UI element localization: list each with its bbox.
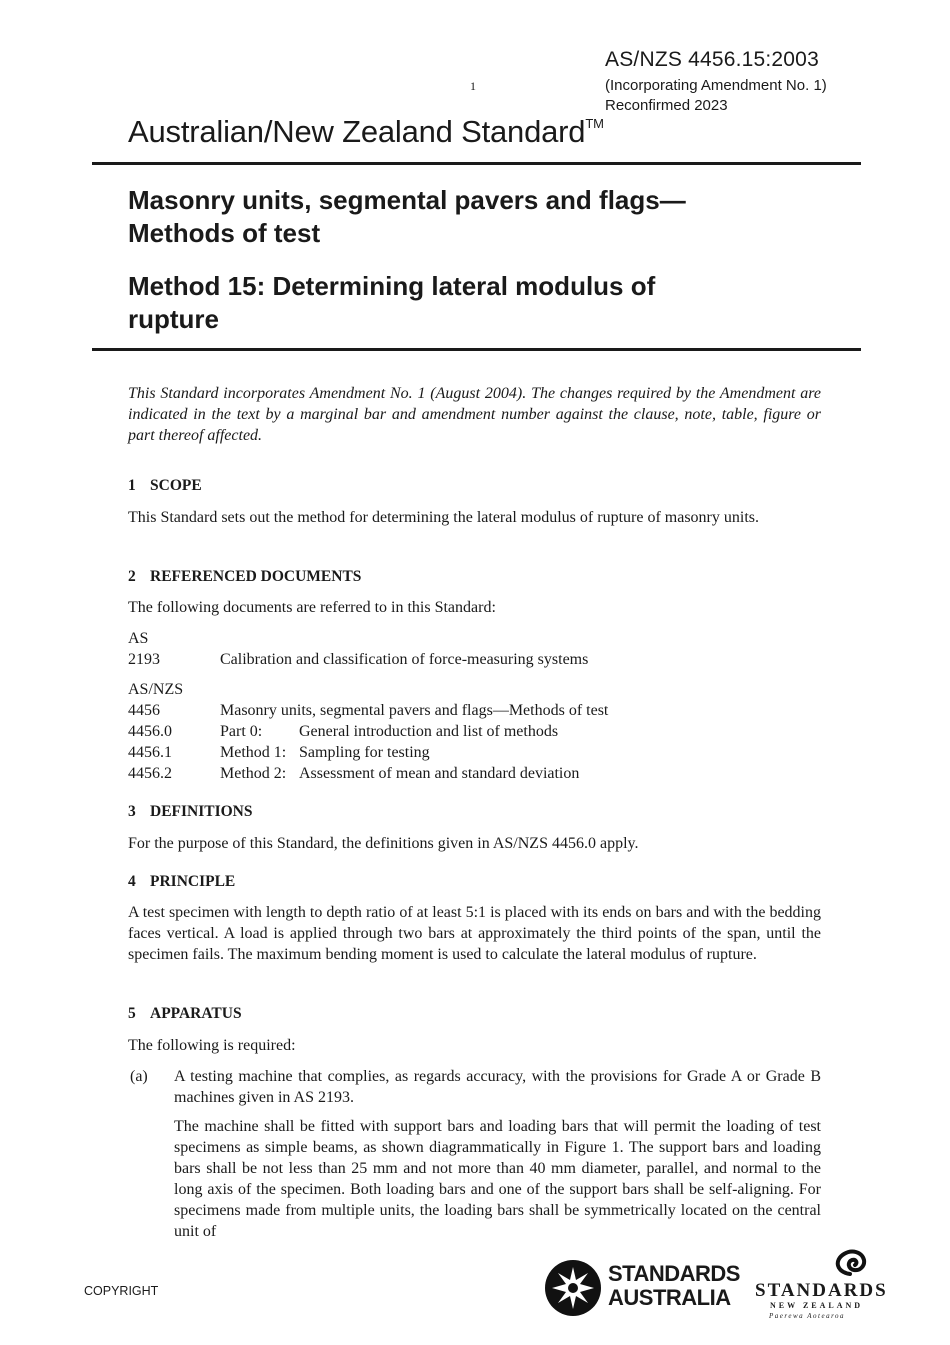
- method-title-line-2: rupture: [128, 304, 219, 334]
- section-number: 4: [128, 873, 136, 890]
- top-rule: [92, 162, 861, 165]
- series-title: Australian/New Zealand Standard: [128, 114, 586, 149]
- ref-part: Method 1:: [220, 744, 287, 761]
- ref-code: 2193: [128, 651, 160, 668]
- standard-series: [128, 114, 604, 150]
- snz-swirl-icon: [826, 1246, 874, 1278]
- list-item-paragraph: The machine shall be fitted with support bars and loading bars that will permit the loading of test specimens as simple beams, as shown diagrammatically in Figure 1. The support bars and loading bars shall be not less than 25 mm and not more than 40 mm diameter, parallel, and normal to the long axis of the specimen. Both loading bars and one of the support bars shall be self-aligning. For specimens made from multiple units, the loading bars shall be symmetrically located on the central unit of: [174, 1118, 821, 1240]
- section-title: APPARATUS: [150, 1005, 242, 1022]
- section-title: SCOPE: [150, 477, 202, 494]
- ref-title: Calibration and classification of force-measuring systems: [220, 651, 589, 668]
- list-item-text: A testing machine that complies, as regards accuracy, with the provisions for Grade A or Grade B machines given in AS 2193.: [174, 1068, 821, 1106]
- section-number: 3: [128, 803, 136, 820]
- section-title: REFERENCED DOCUMENTS: [150, 568, 362, 585]
- section-heading-definitions: [128, 803, 253, 821]
- definitions-paragraph: For the purpose of this Standard, the definitions given in AS/NZS 4456.0 apply.: [128, 835, 639, 852]
- ref-title: Sampling for testing: [299, 744, 430, 761]
- section-title: PRINCIPLE: [150, 873, 236, 890]
- amendment-text: (Incorporating Amendment No. 1): [605, 77, 827, 94]
- reconfirmed-text: Reconfirmed 2023: [605, 97, 728, 114]
- document-title: [128, 184, 848, 250]
- ref-title: General introduction and list of methods: [299, 723, 559, 740]
- title-line-1: Masonry units, segmental pavers and flags—: [128, 185, 686, 215]
- sa-logo-line-2: AUSTRALIA: [608, 1285, 731, 1310]
- ref-group-label: AS/NZS: [128, 681, 184, 698]
- section-heading-referenced-documents: [128, 568, 361, 586]
- amendment-notice: This Standard incorporates Amendment No. 1 (August 2004). The changes required by the Amendment are indicated in the text by a marginal bar and amendment number against the clause, note, table, figure or part thereof affected.: [128, 385, 821, 444]
- section-number: 5: [128, 1005, 136, 1022]
- ref-code: 4456.1: [128, 744, 172, 761]
- section-title: DEFINITIONS: [150, 803, 253, 820]
- ref-group-label: AS: [128, 630, 149, 647]
- ref-code: 4456.0: [128, 723, 172, 740]
- amendment-info: [605, 76, 827, 116]
- sa-logo-line-1: STANDARDS: [608, 1261, 740, 1286]
- section-heading-scope: [128, 477, 202, 495]
- ref-title: Masonry units, segmental pavers and flags—Methods of test: [220, 702, 609, 719]
- page-number: 1: [470, 79, 476, 93]
- section-number: 2: [128, 568, 136, 585]
- method-title: [128, 270, 848, 336]
- standards-australia-logo: [608, 1262, 740, 1310]
- ref-code: 4456.2: [128, 765, 172, 782]
- ref-code: 4456: [128, 702, 160, 719]
- sa-star-icon: [543, 1258, 605, 1318]
- standards-nz-logo: STANDARDS: [755, 1280, 888, 1301]
- ref-part: Method 2:: [220, 765, 287, 782]
- section-heading-principle: [128, 873, 235, 891]
- standards-nz-emblem: [826, 1246, 874, 1278]
- title-line-2: Methods of test: [128, 218, 321, 248]
- title-rule: [92, 348, 861, 351]
- section-number: 1: [128, 477, 136, 494]
- standards-australia-emblem: [543, 1258, 605, 1318]
- apparatus-intro: The following is required:: [128, 1037, 296, 1054]
- standard-number: AS/NZS 4456.15:2003: [605, 48, 819, 71]
- principle-paragraph: A test specimen with length to depth ratio of at least 5:1 is placed with its ends on bars and with the bedding faces vertical. A load is applied through two bars at approximately the third points of the span, until the specimen fails. The maximum bending moment is used to calculate the lateral modulus of rupture.: [128, 904, 821, 963]
- ref-title: Assessment of mean and standard deviation: [299, 765, 580, 782]
- snz-logo-subtitle: NEW ZEALAND: [770, 1301, 864, 1310]
- copyright-notice: COPYRIGHT: [84, 1284, 159, 1298]
- method-title-line-1: Method 15: Determining lateral modulus of: [128, 271, 656, 301]
- referenced-intro: The following documents are referred to in this Standard:: [128, 599, 496, 616]
- snz-logo-maori: Paerewa Aotearoa: [769, 1312, 846, 1320]
- section-heading-apparatus: [128, 1005, 242, 1023]
- ref-part: Part 0:: [220, 723, 263, 740]
- trademark: TM: [585, 116, 604, 131]
- list-item-label: (a): [130, 1068, 148, 1085]
- scope-paragraph: This Standard sets out the method for determining the lateral modulus of rupture of masonry units.: [128, 509, 759, 526]
